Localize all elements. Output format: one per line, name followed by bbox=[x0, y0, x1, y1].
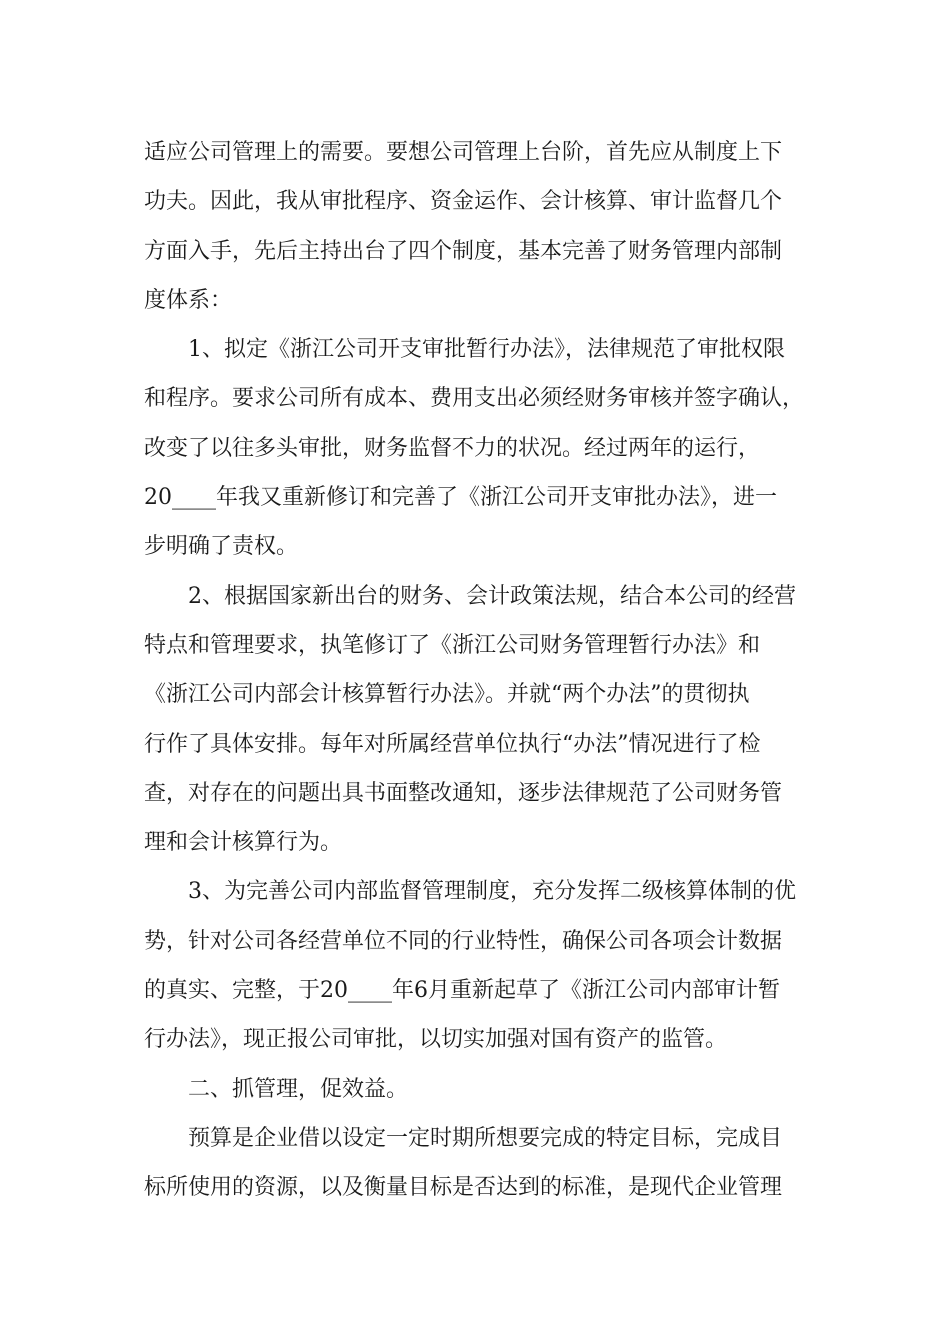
text-line: 特点和管理要求，执笔修订了《浙江公司财务管理暂行办法》和 bbox=[144, 632, 761, 658]
paragraph-budget bbox=[144, 1114, 814, 1213]
text-line: 功夫。因此，我从审批程序、资金运作、会计核算、审计监督几个 bbox=[144, 189, 783, 215]
text-line: 和程序。要求公司所有成本、费用支出必须经财务审核并签字确认， bbox=[144, 386, 805, 412]
text-line: 3、为完善公司内部监督管理制度，充分发挥二级核算体制的优 bbox=[188, 879, 796, 905]
text-line: 方面入手，先后主持出台了四个制度，基本完善了财务管理内部制 bbox=[144, 238, 783, 264]
paragraph-intro bbox=[144, 128, 814, 325]
text-line: 行办法》，现正报公司审批，以切实加强对国有资产的监管。 bbox=[144, 1027, 728, 1053]
text-line: 《浙江公司内部会计核算暂行办法》。并就“两个办法”的贯彻执 bbox=[144, 682, 750, 708]
text-line: 二、抓管理，促效益。 bbox=[188, 1076, 409, 1102]
text-line: 度体系： bbox=[144, 287, 233, 313]
text-line: 行作了具体安排。每年对所属经营单位执行“办法”情况进行了检 bbox=[144, 731, 761, 757]
text-line: 1、拟定《浙江公司开支审批暂行办法》，法律规范了审批权限 bbox=[188, 337, 785, 363]
text-line: 2、根据国家新出台的财务、会计政策法规，结合本公司的经营 bbox=[188, 583, 796, 609]
text-line: 势，针对公司各经营单位不同的行业特性，确保公司各项会计数据 bbox=[144, 928, 783, 954]
text-line: 20____年我又重新修订和完善了《浙江公司开支审批办法》，进一 bbox=[144, 485, 777, 511]
section-heading bbox=[144, 1065, 814, 1114]
text-line: 改变了以往多头审批，财务监督不力的状况。经过两年的运行， bbox=[144, 435, 761, 461]
document-body bbox=[144, 128, 814, 1213]
paragraph-item-1 bbox=[144, 325, 814, 571]
text-line: 标所使用的资源，以及衡量目标是否达到的标准，是现代企业管理 bbox=[144, 1175, 783, 1201]
text-line: 步明确了责权。 bbox=[144, 534, 299, 560]
text-line: 查，对存在的问题出具书面整改通知，逐步法律规范了公司财务管 bbox=[144, 780, 783, 806]
text-line: 预算是企业借以设定一定时期所想要完成的特定目标，完成目 bbox=[188, 1125, 783, 1151]
text-line: 的真实、完整，于20____年6月重新起草了《浙江公司内部审计暂 bbox=[144, 978, 780, 1004]
paragraph-item-3 bbox=[144, 867, 814, 1064]
text-line: 适应公司管理上的需要。要想公司管理上台阶，首先应从制度上下 bbox=[144, 140, 783, 165]
text-line: 理和会计核算行为。 bbox=[144, 830, 343, 856]
paragraph-item-2 bbox=[144, 572, 814, 868]
